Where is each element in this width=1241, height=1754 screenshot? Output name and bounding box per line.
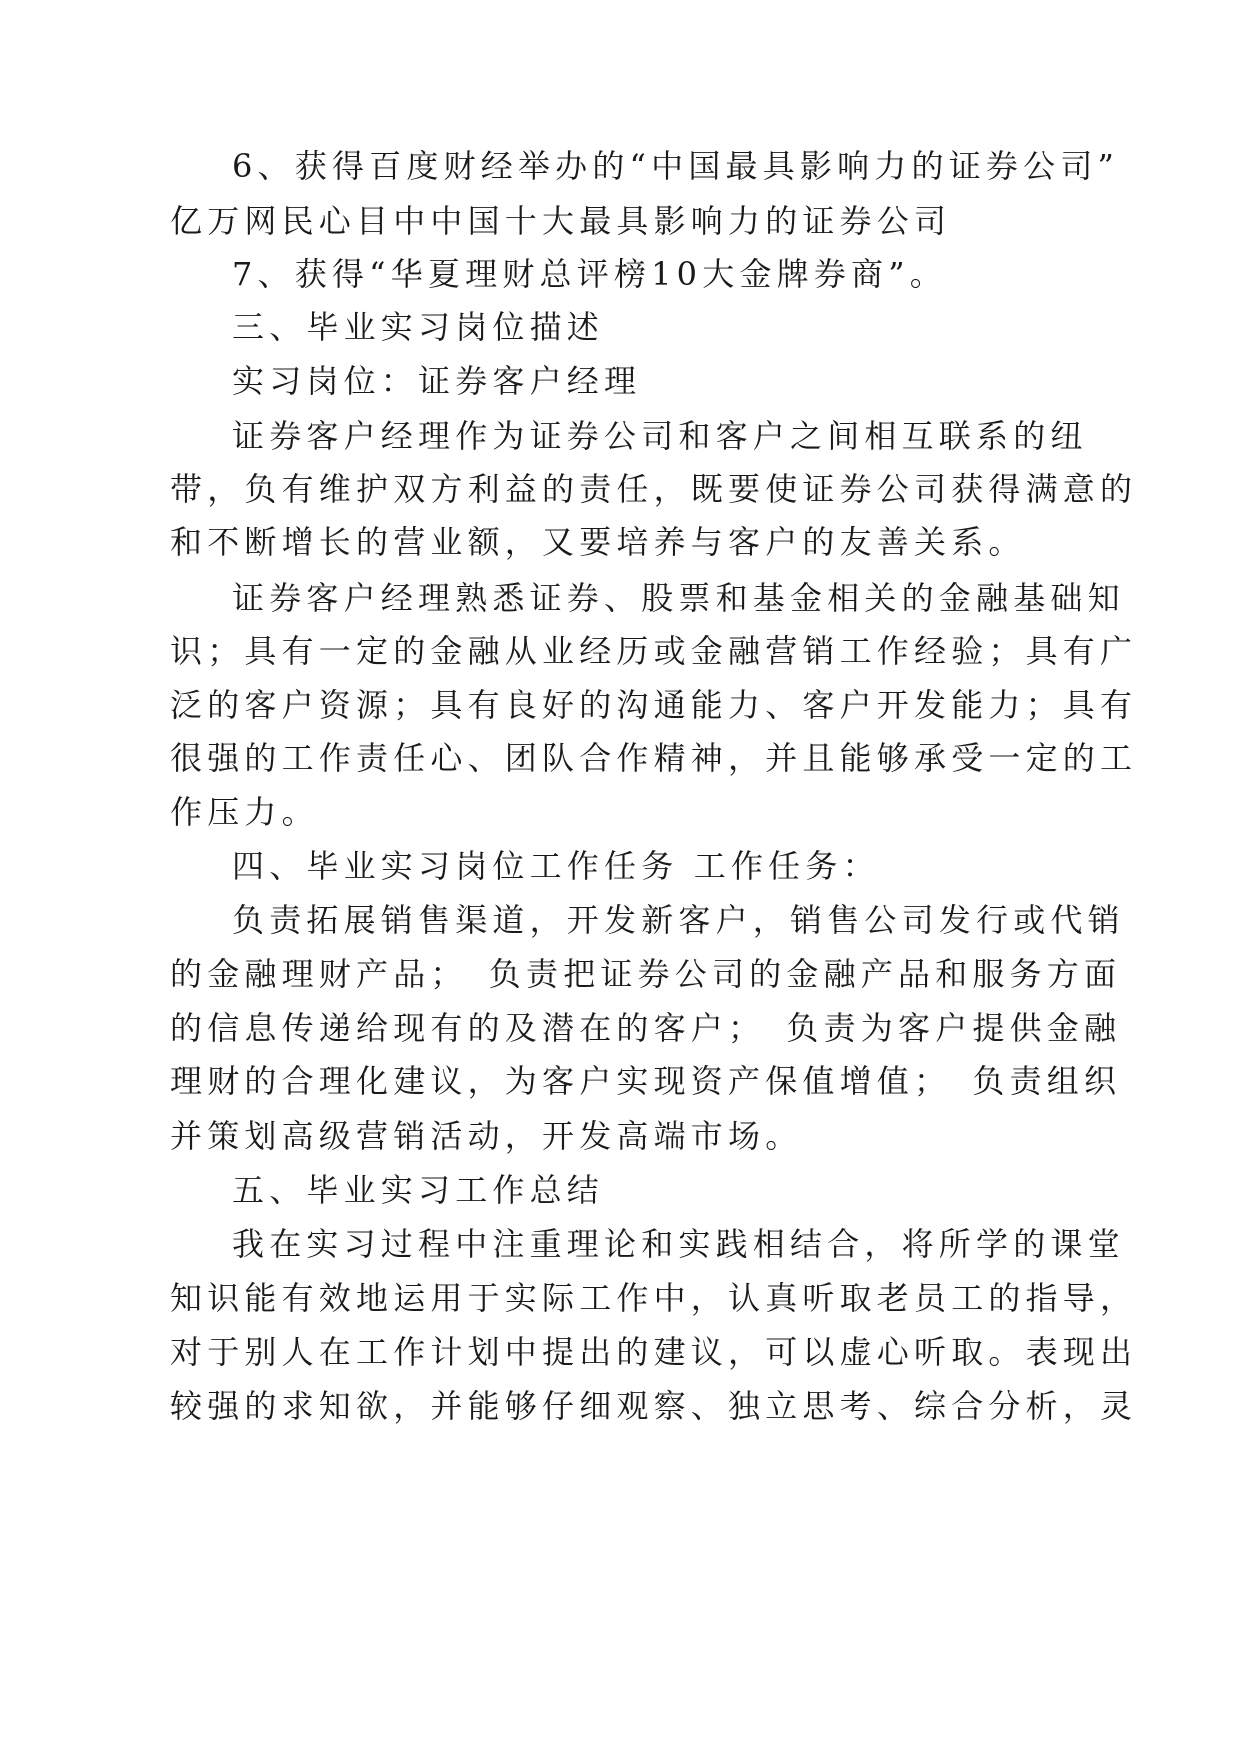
text-line-6: 证券客户经理作为证券公司和客户之间相互联系的纽: [232, 417, 1088, 455]
text-line-2: 亿万网民心目中中国十大最具影响力的证券公司: [170, 202, 952, 240]
section-heading-5: 五、毕业实习工作总结: [232, 1171, 605, 1209]
section-heading-3: 三、毕业实习岗位描述: [232, 308, 605, 346]
text-line-22: 知识能有效地运用于实际工作中，认真听取老员工的指导，: [170, 1279, 1138, 1317]
text-line-11: 泛的客户资源；具有良好的沟通能力、客户开发能力；具有: [170, 686, 1138, 724]
text-line-16: 的金融理财产品； 负责把证券公司的金融产品和服务方面: [170, 955, 1122, 993]
text-line-15: 负责拓展销售渠道，开发新客户，销售公司发行或代销: [232, 901, 1125, 939]
text-line-8: 和不断增长的营业额，又要培养与客户的友善关系。: [170, 523, 1026, 561]
text-line-1: 6、获得百度财经举办的“中国最具影响力的证券公司”: [232, 147, 1120, 185]
text-line-23: 对于别人在工作计划中提出的建议，可以虚心听取。表现出: [170, 1333, 1138, 1371]
section-heading-4: 四、毕业实习岗位工作任务 工作任务：: [232, 847, 880, 885]
text-line-21: 我在实习过程中注重理论和实践相结合，将所学的课堂: [232, 1225, 1125, 1263]
text-line-10: 识；具有一定的金融从业经历或金融营销工作经验；具有广: [170, 632, 1138, 670]
text-line-13: 作压力。: [170, 793, 319, 831]
text-line-17: 的信息传递给现有的及潜在的客户； 负责为客户提供金融: [170, 1009, 1122, 1047]
text-line-18: 理财的合理化建议，为客户实现资产保值增值； 负责组织: [170, 1062, 1122, 1100]
text-line-12: 很强的工作责任心、团队合作精神，并且能够承受一定的工: [170, 739, 1138, 777]
text-line-9: 证券客户经理熟悉证券、股票和基金相关的金融基础知: [232, 579, 1125, 617]
text-line-5: 实习岗位：证券客户经理: [232, 362, 642, 400]
text-line-7: 带，负有维护双方利益的责任，既要使证券公司获得满意的: [170, 470, 1138, 508]
text-line-19: 并策划高级营销活动，开发高端市场。: [170, 1117, 803, 1155]
text-line-24: 较强的求知欲，并能够仔细观察、独立思考、综合分析，灵: [170, 1387, 1138, 1425]
text-line-3: 7、获得“华夏理财总评榜10大金牌券商”。: [232, 255, 947, 293]
